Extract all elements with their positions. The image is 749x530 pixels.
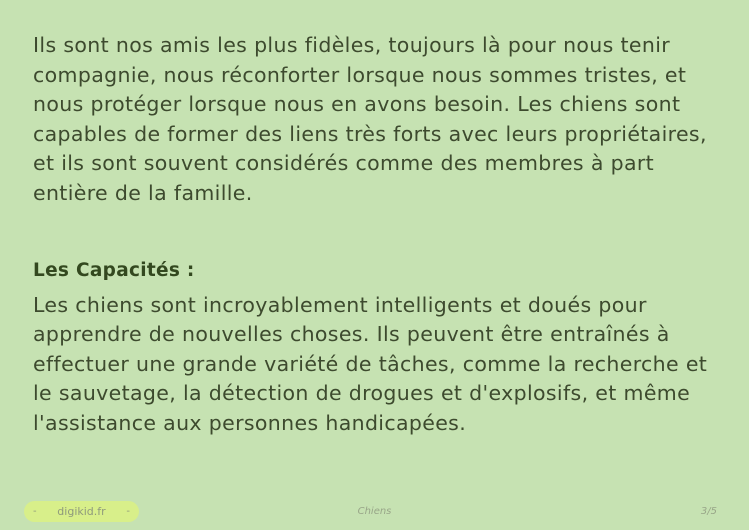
section-title-capacites: Les Capacités : xyxy=(33,259,195,281)
brand-dash-left: - xyxy=(33,506,37,517)
capacites-paragraph: Les chiens sont incroyablement intelligents et doués pour apprendre de nouvelles choses. Ils peuvent être entraînés à effectuer une grande variété de tâches, comme la recherche et le sauvetage, la détection de drogues et d'explosifs, et même l'assistance aux personnes handicapées. xyxy=(33,292,708,435)
footer-page-number: 3/5 xyxy=(700,506,717,517)
intro-paragraph: Ils sont nos amis les plus fidèles, toujours là pour nous tenir compagnie, nous réconforter lorsque nous sommes tristes, et nous protéger lorsque nous en avons besoin. Les chiens sont capables de former des liens très forts avec leurs propriétaires, et ils sont souvent considérés comme des membres à part entière de la famille. xyxy=(33,33,707,205)
brand-dash-right: - xyxy=(126,506,130,517)
brand-label: digikid.fr xyxy=(57,505,106,518)
footer-document-title: Chiens xyxy=(357,506,392,517)
page-content xyxy=(33,31,723,439)
